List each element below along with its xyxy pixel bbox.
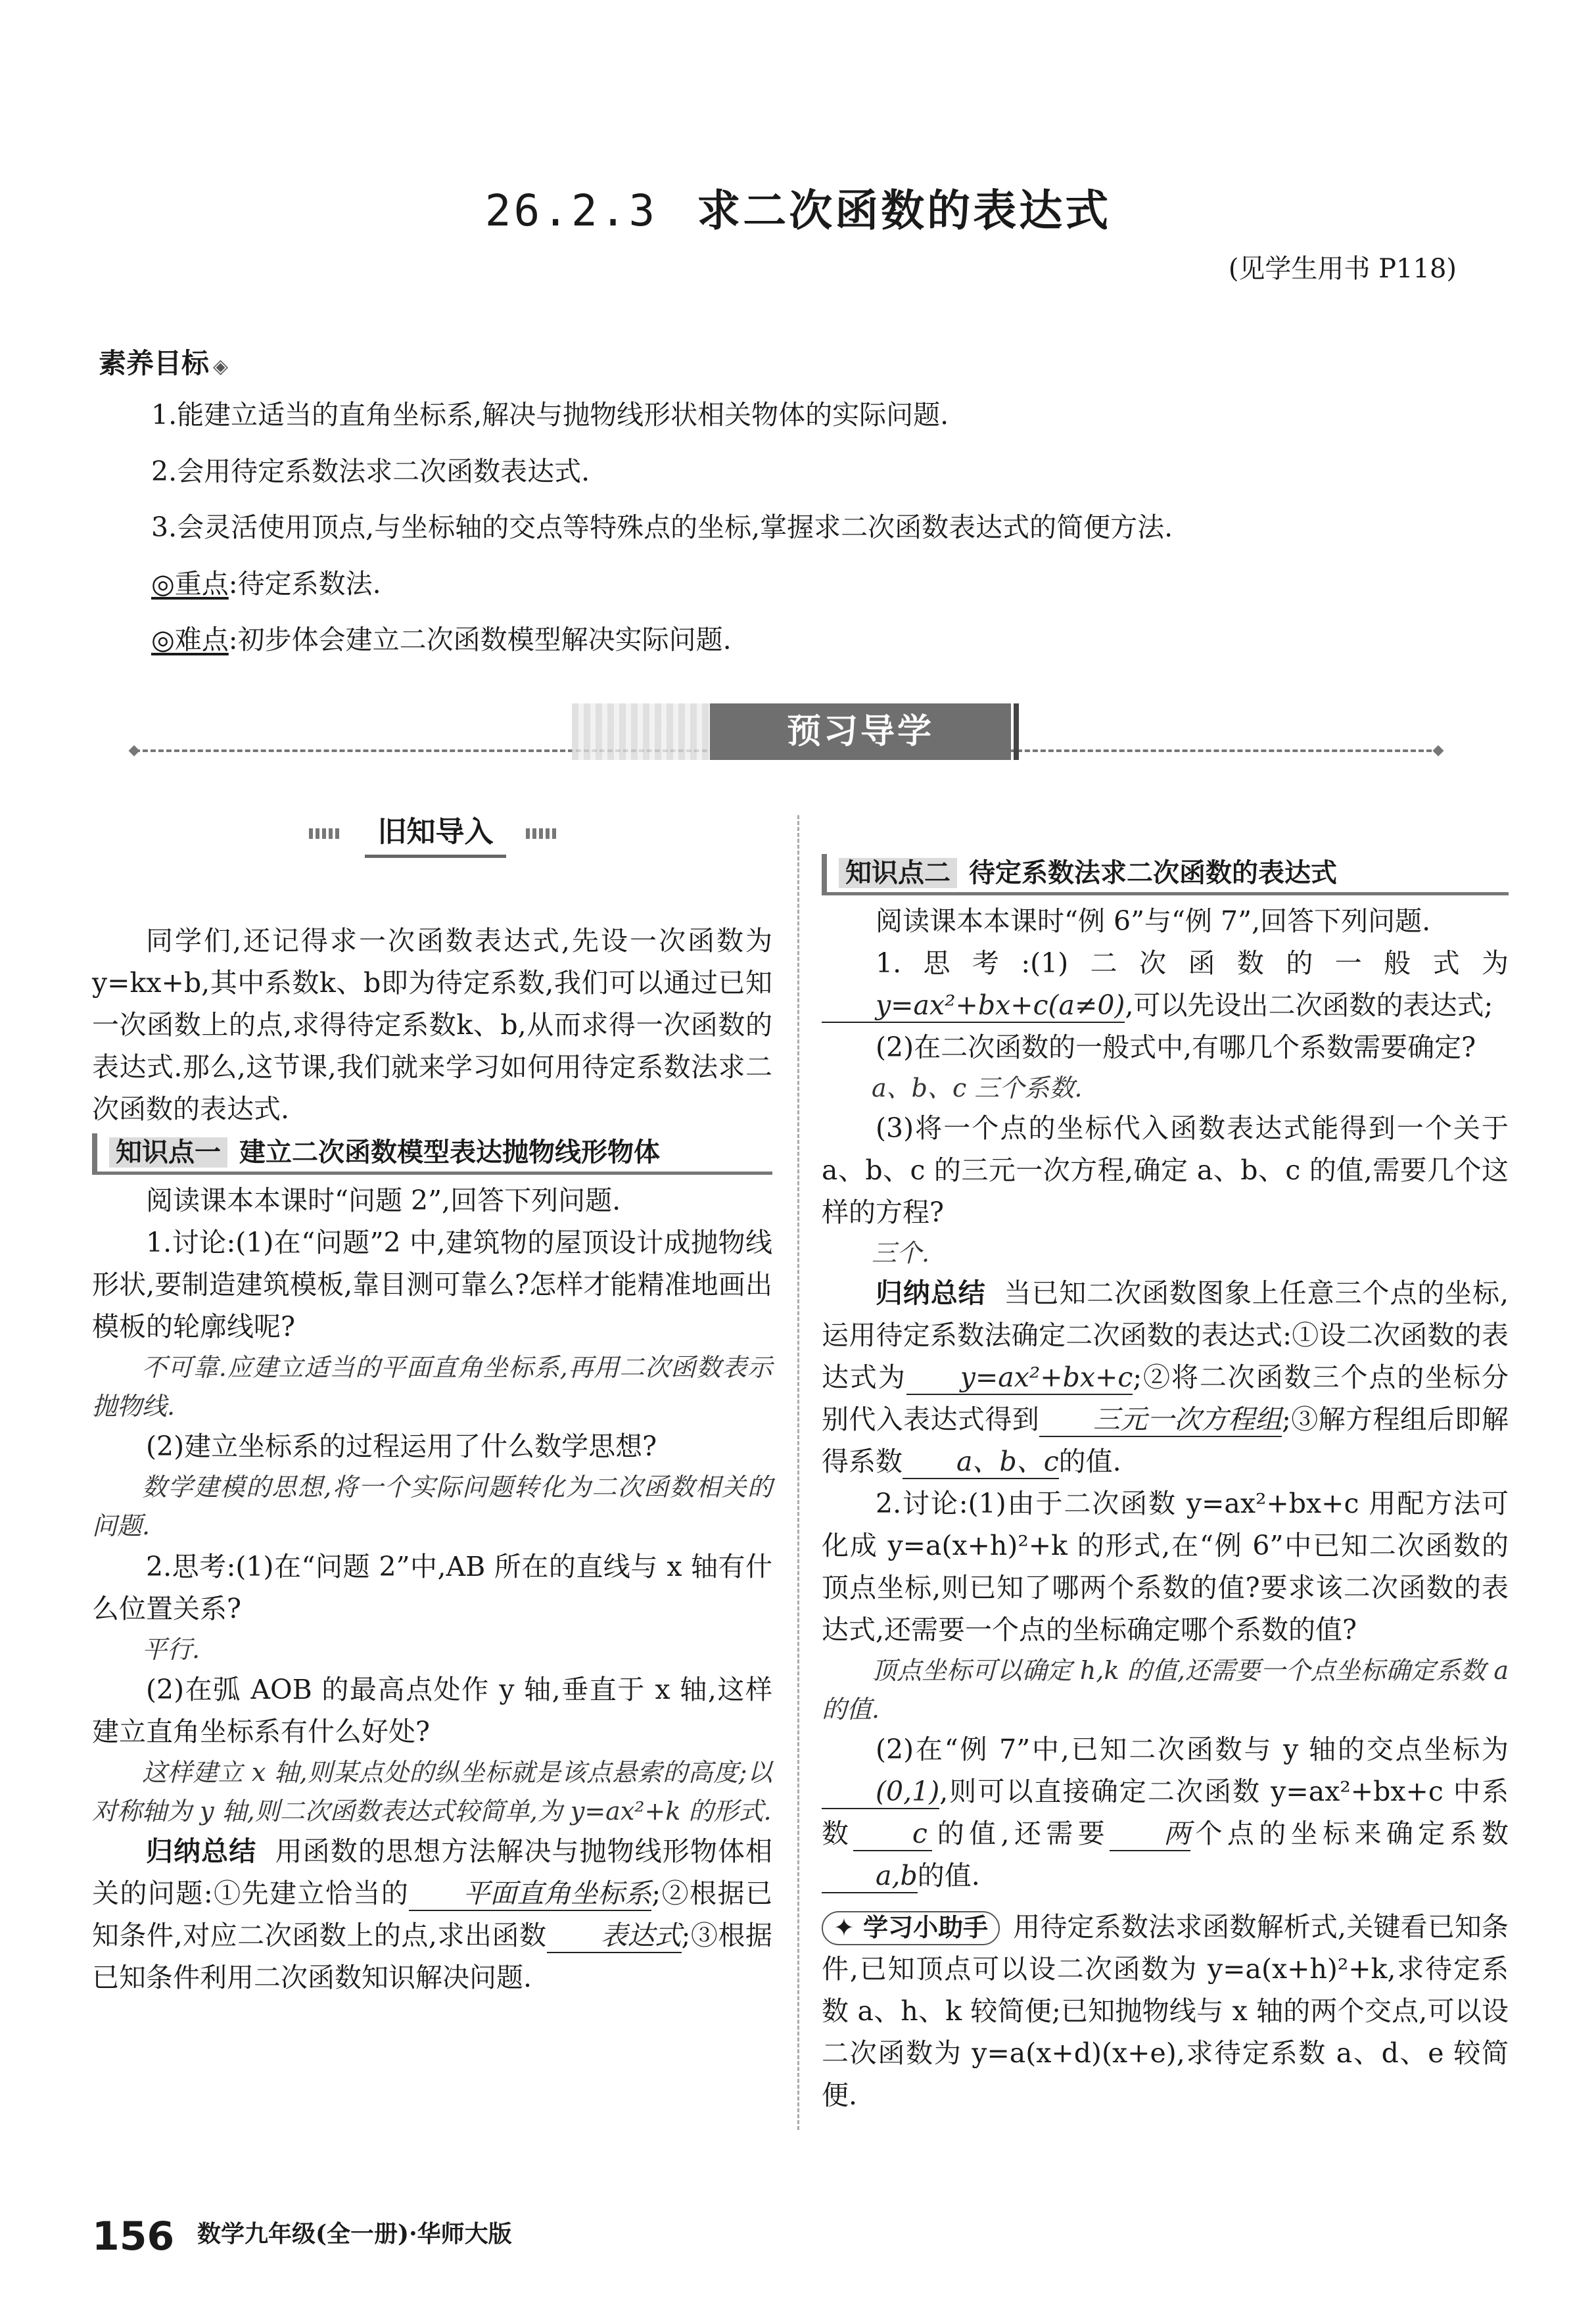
answer-blank[interactable]: 平面直角坐标系 [409, 1878, 651, 1911]
knowledge-point-2-heading [822, 854, 1509, 895]
summary-text: ;③根据已知条件利用二次函数知识解决问题. [92, 1920, 772, 1994]
summary-text: 用函数的思想方法解决与抛物线形物体相关的问题:①先建立恰当的 [92, 1835, 772, 1910]
handwritten-answer: 数学建模的思想,将一个实际问题转化为二次函数相关的问题. [92, 1473, 772, 1541]
answer-blank[interactable]: y=ax²+bx+c [906, 1361, 1133, 1395]
question-text: 1.思考:(1)二次函数的一般式为 [876, 947, 1509, 979]
question: 2.思考:(1)在“问题 2”中,AB 所在的直线与 x 轴有什么位置关系? [92, 1550, 772, 1624]
old-knowledge-heading-text: 旧知导入 [365, 810, 506, 858]
answer-blank[interactable]: 三元一次方程组 [1039, 1404, 1282, 1437]
question-text: (2)在“例 7”中,已知二次函数与 y 轴的交点坐标为 [876, 1734, 1509, 1766]
summary-text: ;③解方程组后即解得系数 [822, 1404, 1509, 1478]
learning-helper-label-text: 学习小助手 [863, 1913, 989, 1943]
difficult-point [151, 619, 1499, 661]
goals-heading [99, 342, 228, 385]
summary-text: ;②将二次函数三个点的坐标分别代入表达式得到 [822, 1361, 1509, 1436]
page-number: 156 [92, 2213, 175, 2260]
section-banner: 预习导学 [710, 703, 1011, 760]
summary-text: 当已知二次函数图象上任意三个点的坐标,运用待定系数法确定二次函数的表达式:①设二次函数的表达式为 [822, 1277, 1509, 1394]
learning-helper-text: 用待定系数法求函数解析式,关键看已知条件,已知顶点可以设二次函数为 y=a(x+h)²+k,求待定系数 a、h、k 较简便;已知抛物线与 x 轴的两个交点,可以设二次函数为 y=a(x+d)(x+e),求待定系数 a、d、e 较简便. [822, 1911, 1509, 2111]
handwritten-answer: 三个. [872, 1238, 930, 1267]
summary-paragraph [92, 1831, 772, 1999]
answer-blank[interactable]: a,b [822, 1860, 918, 1893]
summary-text: ;②根据已知条件,对应二次函数上的点,求出函数 [92, 1878, 772, 1952]
learning-helper [822, 1906, 1509, 2117]
intro-paragraph: 同学们,还记得求一次函数表达式,先设一次函数为y=kx+b,其中系数k、b即为待定系数,我们可以通过已知一次函数上的点,求得待定系数k、b,从而求得一次函数的表达式.那么,这节课,我们就来学习如何用待定系数法求二次函数的表达式. [92, 925, 772, 1125]
handwritten-answer: 这样建立 x 轴,则某点处的纵坐标就是该点悬索的高度;以对称轴为 y 轴,则二次函数表达式较简单,为 y=ax²+k 的形式. [92, 1757, 772, 1826]
section-number: 26.2.3 [484, 185, 658, 236]
left-column [92, 920, 772, 1999]
section-title: 求二次函数的表达式 [697, 185, 1112, 236]
diamond-arrow-icon: ◈ [213, 355, 229, 378]
old-knowledge-heading [309, 810, 562, 855]
question-text: 的值. [917, 1860, 980, 1892]
page-title [0, 176, 1596, 245]
banner-end-bar [1014, 703, 1019, 760]
question: (2)建立坐标系的过程运用了什么数学思想? [146, 1431, 657, 1463]
handwritten-answer: 不可靠.应建立适当的平面直角坐标系,再用二次函数表示抛物线. [92, 1352, 772, 1421]
heading-decoration [309, 828, 342, 839]
learning-helper-label [822, 1911, 1000, 1945]
question: (2)在弧 AOB 的最高点处作 y 轴,垂直于 x 轴,这样建立直角坐标系有什么好处? [92, 1673, 772, 1747]
summary-label: 归纳总结 [146, 1835, 257, 1868]
right-column [822, 851, 1509, 2117]
knowledge-point-title: 建立二次函数模型表达抛物线形物体 [239, 1137, 660, 1168]
question-text: 个点的坐标来确定系数 [1190, 1818, 1509, 1850]
goal-item: 1.能建立适当的直角坐标系,解决与抛物线形状相关物体的实际问题. [151, 399, 949, 431]
book-title: 数学九年级(全一册)·华师大版 [197, 2220, 512, 2248]
answer-blank[interactable]: 表达式 [547, 1920, 682, 1953]
handwritten-answer: 平行. [142, 1634, 200, 1664]
reading-instruction: 阅读课本本课时“问题 2”,回答下列问题. [146, 1184, 621, 1216]
banner-decoration [572, 703, 710, 760]
reading-instruction: 阅读课本本课时“例 6”与“例 7”,回答下列问题. [876, 905, 1431, 937]
difficult-point-text: :初步体会建立二次函数模型解决实际问题. [228, 624, 732, 656]
key-point-text: :待定系数法. [228, 567, 381, 600]
knowledge-point-tag: 知识点一 [109, 1137, 227, 1168]
question: (3)将一个点的坐标代入函数表达式能得到一个关于 a、b、c 的三元一次方程,确定 a、b、c 的值,需要几个这样的方程? [822, 1112, 1509, 1228]
summary-text: 的值. [1058, 1446, 1121, 1478]
knowledge-point-title: 待定系数法求二次函数的表达式 [969, 858, 1337, 888]
goal-item: 3.会灵活使用顶点,与坐标轴的交点等特殊点的坐标,掌握求二次函数表达式的简便方法. [151, 511, 1173, 544]
heading-decoration [526, 828, 559, 839]
goals-list [151, 394, 1499, 676]
column-divider [797, 815, 799, 2130]
question-text: ,可以先设出二次函数的表达式; [1125, 989, 1493, 1021]
banner-divider-end [1433, 746, 1444, 757]
answer-blank[interactable]: 两 [1110, 1818, 1190, 1851]
question-text: 的值,还需要 [932, 1818, 1110, 1850]
banner-divider-end [129, 746, 140, 757]
question-text: ,则可以直接确定二次函数 y=ax²+bx+c 中系数 [822, 1776, 1509, 1850]
question [822, 1729, 1509, 1897]
summary-paragraph [822, 1273, 1509, 1483]
handwritten-answer: a、b、c 三个系数. [872, 1073, 1083, 1102]
knowledge-point-1-heading [92, 1133, 772, 1175]
difficult-point-prefix: ◎难点 [151, 624, 229, 656]
question [822, 943, 1509, 1027]
answer-blank[interactable]: c [853, 1818, 932, 1851]
goals-heading-text: 素养目标 [99, 347, 210, 379]
student-book-reference: (见学生用书 P118) [1228, 254, 1457, 284]
key-point [151, 563, 1499, 605]
sparkle-icon: ✦ [833, 1913, 855, 1943]
question: 1.讨论:(1)在“问题”2 中,建筑物的屋顶设计成抛物线形状,要制造建筑模板,靠目测可靠么?怎样才能精准地画出模板的轮廓线呢? [92, 1226, 773, 1342]
key-point-prefix: ◎重点 [151, 567, 229, 600]
answer-blank[interactable]: (0,1) [822, 1776, 939, 1809]
goal-item: 2.会用待定系数法求二次函数表达式. [151, 455, 590, 487]
knowledge-point-tag: 知识点二 [839, 858, 957, 888]
answer-blank[interactable]: y=ax²+bx+c(a≠0) [822, 989, 1125, 1023]
question: (2)在二次函数的一般式中,有哪几个系数需要确定? [876, 1031, 1476, 1063]
summary-label: 归纳总结 [876, 1277, 986, 1310]
question: 2.讨论:(1)由于二次函数 y=ax²+bx+c 用配方法可化成 y=a(x+h)²+k 的形式,在“例 6”中已知二次函数的顶点坐标,则已知了哪两个系数的值?要求该二次函数的表达式,还需要一个点的坐标确定哪个系数的值? [822, 1487, 1509, 1645]
handwritten-answer: 顶点坐标可以确定 h,k 的值,还需要一个点坐标确定系数 a 的值. [822, 1655, 1509, 1724]
answer-blank[interactable]: a、b、c [903, 1446, 1059, 1479]
